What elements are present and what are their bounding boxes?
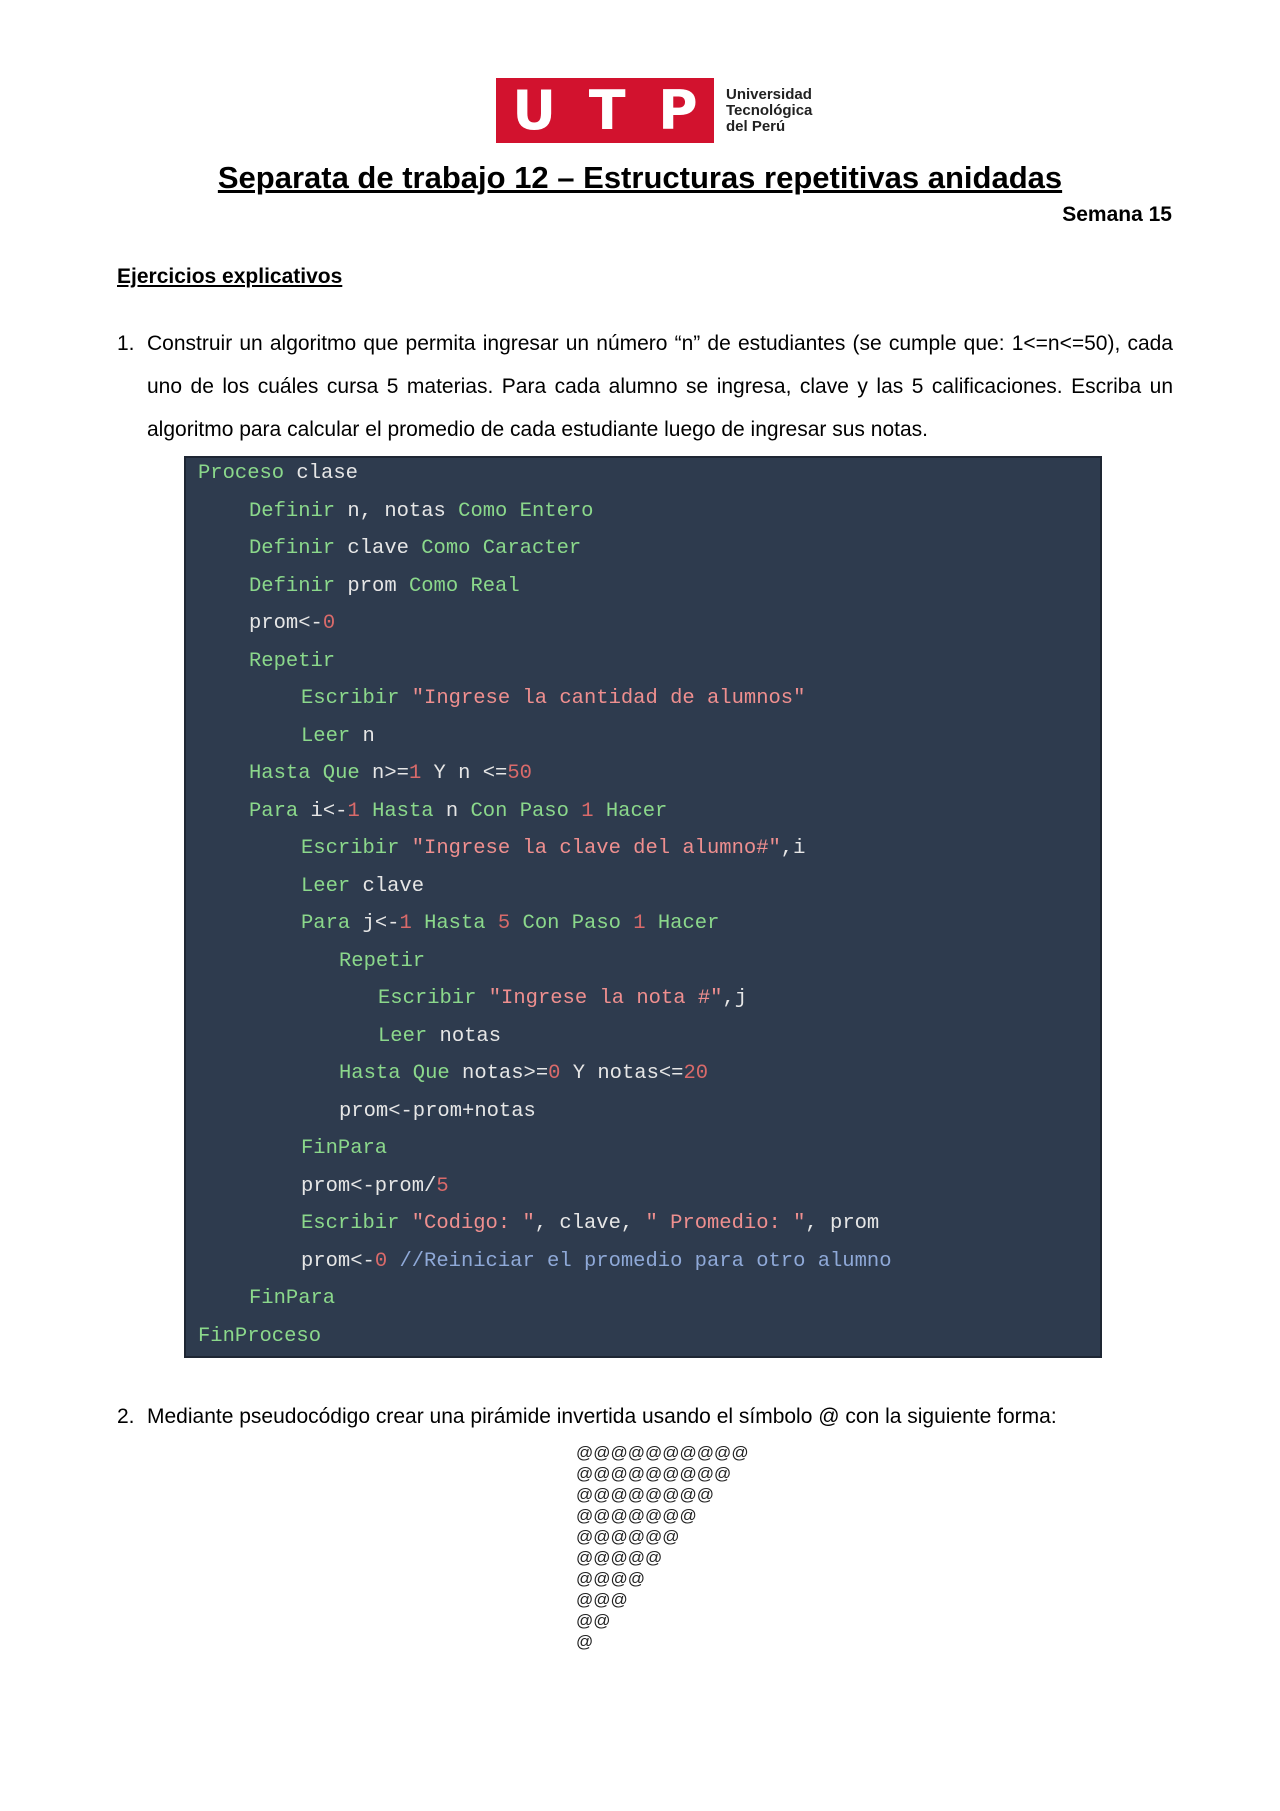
logo-name-line: del Perú: [726, 117, 786, 135]
code-token: Repetir: [339, 949, 426, 973]
logo-name-line: Tecnológica: [726, 101, 813, 119]
code-token: Como Caracter: [421, 537, 582, 560]
code-token: Hasta Que: [339, 1062, 450, 1085]
code-token: [646, 912, 658, 935]
code-line: [301, 685, 805, 713]
code-line: [249, 648, 335, 676]
week-label: Semana 15: [1062, 203, 1172, 226]
code-line: [301, 1248, 892, 1276]
logo-letter: U: [512, 79, 557, 142]
code-token: //Reiniciar el promedio para otro alumno: [399, 1249, 892, 1273]
code-token: Y notas<=: [560, 1062, 684, 1085]
code-token: Para: [249, 799, 299, 823]
code-token: n: [350, 724, 375, 748]
code-token: FinProceso: [198, 1324, 322, 1348]
code-token: FinPara: [301, 1137, 388, 1160]
logo-name-line: Universidad: [726, 85, 812, 103]
code-token: prom<-prom/: [301, 1174, 437, 1198]
inverted-pyramid: [576, 1442, 749, 1652]
code-line: [249, 1285, 335, 1313]
code-line: [301, 910, 719, 938]
code-token: 5: [497, 912, 511, 935]
code-token: [486, 912, 498, 935]
exercise-2: [117, 1395, 1173, 1438]
code-token: " Promedio: ": [645, 1212, 806, 1235]
pyramid-row: @@@@@@@@: [576, 1485, 715, 1504]
code-token: Como Entero: [458, 499, 594, 523]
code-token: ,i: [780, 837, 806, 860]
code-token: 1: [399, 912, 412, 935]
code-token: Con Paso: [522, 912, 621, 935]
code-token: Definir: [249, 574, 336, 598]
code-token: n: [433, 799, 471, 823]
pyramid-row: @: [576, 1632, 594, 1651]
code-token: [621, 912, 633, 935]
code-line: [301, 1135, 387, 1163]
exercise-number: 2.: [117, 1405, 135, 1428]
utp-logo: [496, 78, 812, 143]
code-token: Leer: [378, 1024, 428, 1048]
code-token: Hasta Que: [249, 762, 360, 785]
code-token: Definir: [249, 537, 336, 560]
code-line: [301, 1210, 879, 1238]
code-line: [301, 835, 805, 863]
pyramid-row: @@: [576, 1611, 611, 1630]
code-line: [249, 798, 667, 826]
code-line: [198, 1323, 321, 1351]
logo-letter: P: [658, 79, 698, 142]
code-token: [412, 912, 424, 935]
code-line: [249, 760, 532, 788]
code-token: 0: [374, 1249, 388, 1273]
code-token: 1: [581, 799, 594, 823]
code-line: [339, 1098, 536, 1126]
code-token: [476, 987, 488, 1010]
pseudocode-block: [184, 456, 1102, 1358]
code-token: 1: [347, 799, 360, 823]
code-token: Y n <=: [421, 762, 508, 785]
code-token: Escribir: [301, 1212, 400, 1235]
code-token: clave: [335, 537, 422, 560]
code-token: Escribir: [301, 837, 400, 860]
code-line: [301, 1173, 449, 1201]
code-token: 50: [507, 762, 532, 785]
utp-logo-box: [496, 78, 714, 143]
code-token: prom: [335, 574, 409, 598]
code-token: "Ingrese la clave del alumno#": [411, 837, 781, 860]
pyramid-row: @@@@@@@@@: [576, 1464, 732, 1483]
code-token: Para: [301, 912, 351, 935]
pyramid-row: @@@@@@@@@@: [576, 1443, 749, 1462]
code-token: Leer: [301, 874, 351, 898]
document-title: Separata de trabajo 12 – Estructuras repetitivas anidadas: [217, 160, 1063, 195]
section-heading: Ejercicios explicativos: [117, 265, 343, 288]
code-token: , clave,: [534, 1212, 646, 1235]
code-token: , prom: [805, 1212, 880, 1235]
code-token: [510, 912, 522, 935]
logo-university-name: [726, 87, 812, 135]
code-token: Hacer: [605, 799, 668, 823]
code-token: Escribir: [301, 687, 400, 710]
exercise-1: [117, 322, 1173, 451]
code-token: j<-: [350, 912, 400, 935]
code-line: [301, 723, 375, 751]
code-token: Hacer: [657, 912, 720, 935]
code-line: [249, 610, 335, 638]
pyramid-row: @@@: [576, 1590, 628, 1609]
code-token: i<-: [298, 799, 348, 823]
code-line: [339, 1060, 708, 1088]
pyramid-row: @@@@@: [576, 1548, 663, 1567]
exercise-text: Mediante pseudocódigo crear una pirámide invertida usando el símbolo @ con la siguiente forma:: [147, 1405, 1057, 1428]
code-token: 1: [633, 912, 646, 935]
code-token: [387, 1250, 399, 1273]
code-token: prom<-prom+notas: [339, 1099, 536, 1123]
code-token: [360, 800, 372, 823]
code-line: [249, 498, 593, 526]
code-line: [249, 535, 581, 563]
code-token: prom<-: [301, 1249, 375, 1273]
code-token: notas: [427, 1024, 502, 1048]
code-token: clase: [284, 462, 358, 485]
code-token: "Codigo: ": [411, 1212, 535, 1235]
code-token: [399, 837, 411, 860]
code-token: n, notas: [335, 499, 459, 523]
code-token: Definir: [249, 499, 336, 523]
code-token: prom<-: [249, 612, 323, 635]
code-token: "Ingrese la cantidad de alumnos": [411, 687, 806, 710]
code-token: 20: [683, 1062, 709, 1085]
code-token: clave: [350, 874, 425, 898]
code-token: Escribir: [378, 987, 477, 1010]
code-line: [378, 1023, 501, 1051]
logo-letter: T: [588, 79, 626, 142]
code-token: Hasta: [372, 799, 434, 823]
code-line: [301, 873, 424, 901]
code-line: [198, 460, 358, 488]
code-token: 5: [436, 1174, 449, 1198]
pyramid-row: @@@@@@@: [576, 1506, 697, 1525]
code-token: [399, 1212, 411, 1235]
code-token: Hasta: [424, 912, 486, 935]
exercise-number: 1.: [117, 332, 135, 355]
code-token: Proceso: [198, 462, 285, 485]
code-token: notas>=: [449, 1062, 549, 1085]
code-token: Con Paso: [470, 799, 569, 823]
pyramid-row: @@@@@@: [576, 1527, 680, 1546]
code-token: 1: [408, 762, 422, 785]
code-token: 0: [548, 1062, 561, 1085]
code-line: [339, 948, 425, 976]
code-token: [594, 800, 606, 823]
code-token: [569, 800, 581, 823]
code-token: Como Real: [408, 574, 520, 598]
code-token: n>=: [359, 762, 409, 785]
code-token: ,j: [722, 987, 748, 1010]
pyramid-row: @@@@: [576, 1569, 646, 1588]
code-token: "Ingrese la nota #": [488, 987, 723, 1010]
code-token: Repetir: [249, 649, 336, 673]
code-line: [378, 985, 747, 1013]
code-token: FinPara: [249, 1287, 336, 1310]
code-token: Leer: [301, 724, 351, 748]
exercise-text: Construir un algoritmo que permita ingresar un número “n” de estudiantes (se cumple que: 1<=n<=50), cada uno de los cuáles cursa 5 materias. Para cada alumno se ingresa, clave y las 5 calificaciones. Escriba un algoritmo para calcular el promedio de cada estudiante luego de ingresar sus notas.: [147, 332, 1173, 441]
code-token: 0: [322, 612, 336, 635]
code-line: [249, 573, 520, 601]
code-token: [399, 687, 411, 710]
